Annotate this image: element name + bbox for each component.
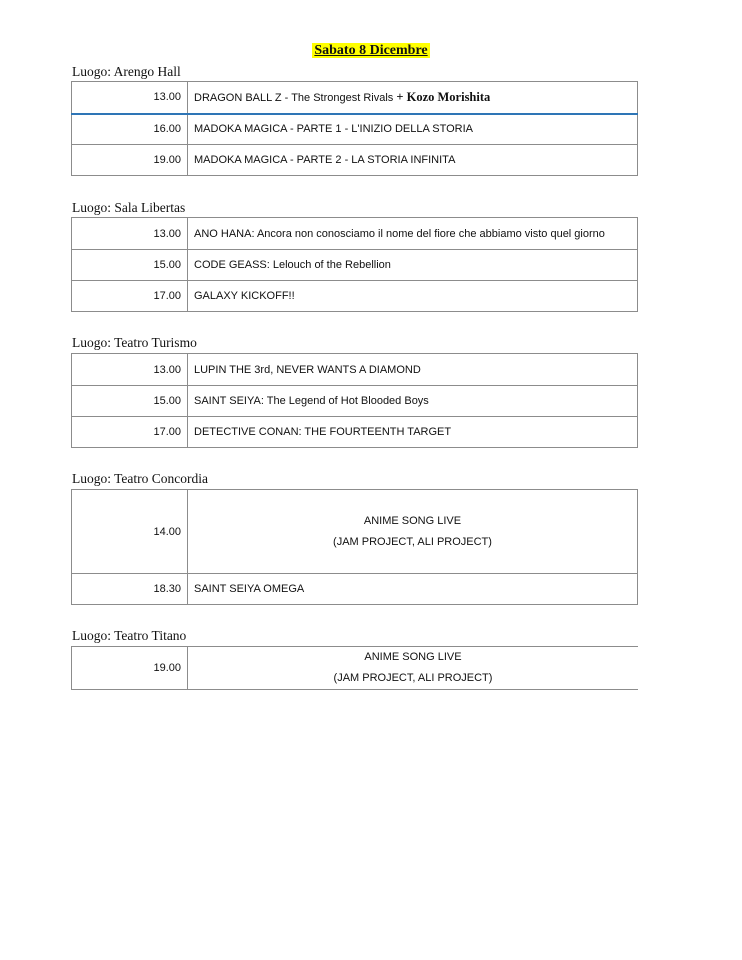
schedule-table-teatro-titano	[71, 646, 638, 690]
event-line-2: (JAM PROJECT, ALI PROJECT)	[333, 672, 493, 684]
event-title: GALAXY KICKOFF!!	[188, 281, 638, 312]
page-title	[0, 41, 742, 59]
event-guest: + Kozo Morishita	[396, 89, 491, 104]
event-time: 17.00	[72, 281, 188, 312]
event-time: 18.30	[72, 574, 188, 605]
event-time: 15.00	[72, 250, 188, 281]
event-time: 16.00	[72, 114, 188, 145]
event-title	[188, 490, 638, 574]
table-row	[72, 281, 638, 312]
event-time: 19.00	[72, 647, 188, 690]
event-title: MADOKA MAGICA - PARTE 1 - L'INIZIO DELLA STORIA	[188, 114, 638, 145]
event-title: SAINT SEIYA: The Legend of Hot Blooded Boys	[188, 386, 638, 417]
event-time: 19.00	[72, 145, 188, 176]
event-title: DETECTIVE CONAN: THE FOURTEENTH TARGET	[188, 417, 638, 448]
table-row	[72, 574, 638, 605]
venue-label-arengo-hall: Luogo: Arengo Hall	[72, 64, 181, 79]
table-row	[72, 114, 638, 145]
event-title: MADOKA MAGICA - PARTE 2 - LA STORIA INFINITA	[188, 145, 638, 176]
schedule-table-arengo-hall	[71, 81, 638, 176]
event-time: 13.00	[72, 218, 188, 250]
date-title: Sabato 8 Dicembre	[314, 43, 428, 58]
event-line-1: ANIME SONG LIVE	[363, 514, 462, 527]
table-row	[72, 250, 638, 281]
venue-label-teatro-concordia: Luogo: Teatro Concordia	[72, 471, 209, 486]
schedule-table-teatro-concordia	[71, 489, 638, 605]
event-title: CODE GEASS: Lelouch of the Rebellion	[188, 250, 638, 281]
event-time: 14.00	[72, 490, 188, 574]
table-row	[72, 82, 638, 114]
event-title: ANO HANA: Ancora non conosciamo il nome del fiore che abbiamo visto quel giorno	[188, 218, 638, 250]
event-time: 15.00	[72, 386, 188, 417]
table-row	[72, 386, 638, 417]
schedule-table-teatro-turismo	[71, 353, 638, 448]
event-line-2: (JAM PROJECT, ALI PROJECT)	[333, 535, 492, 548]
table-row	[72, 145, 638, 176]
event-time: 17.00	[72, 417, 188, 448]
table-row	[72, 218, 638, 250]
event-time: 13.00	[72, 82, 188, 114]
event-title	[188, 647, 639, 690]
table-row	[72, 490, 638, 574]
table-row	[72, 647, 639, 690]
event-title: LUPIN THE 3rd, NEVER WANTS A DIAMOND	[188, 354, 638, 386]
event-line-1: ANIME SONG LIVE	[364, 651, 462, 663]
venue-label-teatro-titano: Luogo: Teatro Titano	[72, 628, 187, 643]
venue-label-sala-libertas: Luogo: Sala Libertas	[72, 200, 186, 215]
table-row	[72, 354, 638, 386]
event-title: SAINT SEIYA OMEGA	[188, 574, 638, 605]
event-title-text: DRAGON BALL Z - The Strongest Rivals	[194, 91, 394, 104]
venue-label-teatro-turismo: Luogo: Teatro Turismo	[72, 335, 197, 350]
schedule-table-sala-libertas	[71, 217, 638, 312]
table-row	[72, 417, 638, 448]
event-time: 13.00	[72, 354, 188, 386]
event-title	[188, 82, 638, 114]
